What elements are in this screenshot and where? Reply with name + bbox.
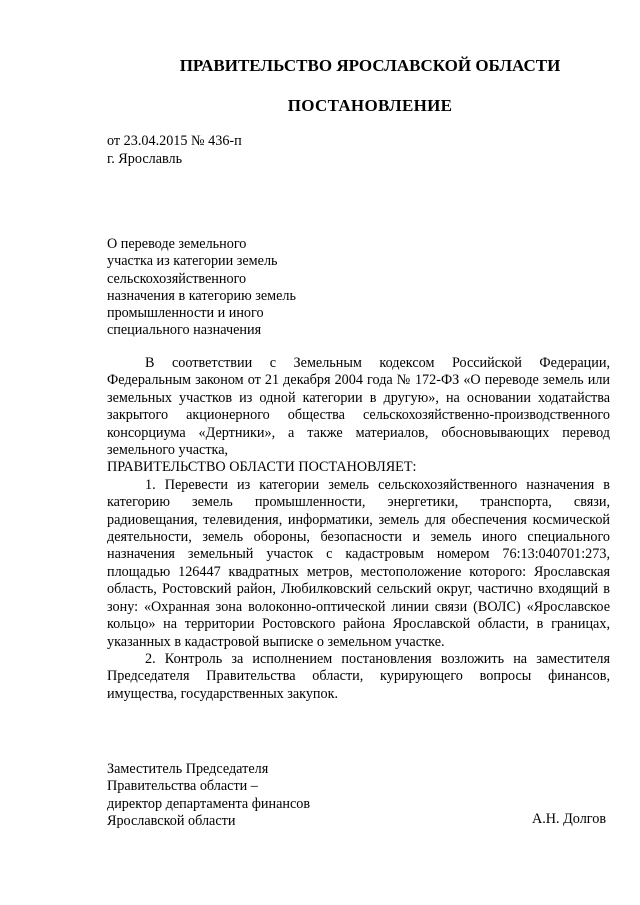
item-2-paragraph: 2. Контроль за исполнением постановления возложить на заместителя Председателя Правительства области, курирующего вопросы финансов, имущества, государственных закупок. <box>107 650 610 702</box>
item-1-paragraph: 1. Перевести из категории земель сельскохозяйственного назначения в категорию земель промышленности, энергетики, транспорта, связи, радиовещания, телевидения, информатики, земель для обеспечения космической деятельности, земель обороны, безопасности и земель иного специального назначения земельный участок с кадастровым номером 76:13:040701:273, площадью 126447 квадратных метров, местоположение которого: Ярославская область, Ростовский район, Любилковский сельский округ, частично входящий в зону: «Охранная зона волоконно-оптической линии связи (ВОЛС) «Ярославское кольцо» на территории Ростовского района Ярославской области, в границах, указанных в кадастровой выписке о земельном участке. <box>107 476 610 650</box>
subject-line: сельскохозяйственного <box>107 270 247 287</box>
subject-line: О переводе земельного <box>107 236 247 252</box>
subject-line: промышленности и иного <box>107 305 264 322</box>
signature-position-line: Заместитель Председателя <box>107 761 269 777</box>
organization-title: ПРАВИТЕЛЬСТВО ЯРОСЛАВСКОЙ ОБЛАСТИ <box>179 56 561 75</box>
preamble-paragraph: В соответствии с Земельным кодексом Российской Федерации, Федеральным законом от 21 декабря 2004 года № 172-ФЗ «О переводе земель или земельных участков из одной категории в другую», на основании ходатайства закрытого акционерного общества сельскохозяйственно-производственного консорциума «Дертники», а также материалов, обосновывающих перевод земельного участка, <box>107 355 610 459</box>
signature-position-line: Правительства области – <box>107 778 258 795</box>
date-number: от 23.04.2015 № 436-п <box>107 133 242 149</box>
signature-position <box>107 761 310 830</box>
city: г. Ярославль <box>107 151 183 167</box>
subject-line: назначения в категорию земель <box>107 287 296 304</box>
signature-position-line: директор департамента финансов <box>107 795 311 812</box>
signature-position-line: Ярославской области <box>107 812 236 829</box>
subject-line: участка из категории земель <box>107 253 278 270</box>
document-body <box>107 355 610 703</box>
document-type-title: ПОСТАНОВЛЕНИЕ <box>287 96 453 115</box>
decree-line: ПРАВИТЕЛЬСТВО ОБЛАСТИ ПОСТАНОВЛЯЕТ: <box>107 459 417 476</box>
subject-block <box>107 236 296 340</box>
subject-line: специального назначения <box>107 322 262 339</box>
signatory-name: А.Н. Долгов <box>532 811 607 827</box>
